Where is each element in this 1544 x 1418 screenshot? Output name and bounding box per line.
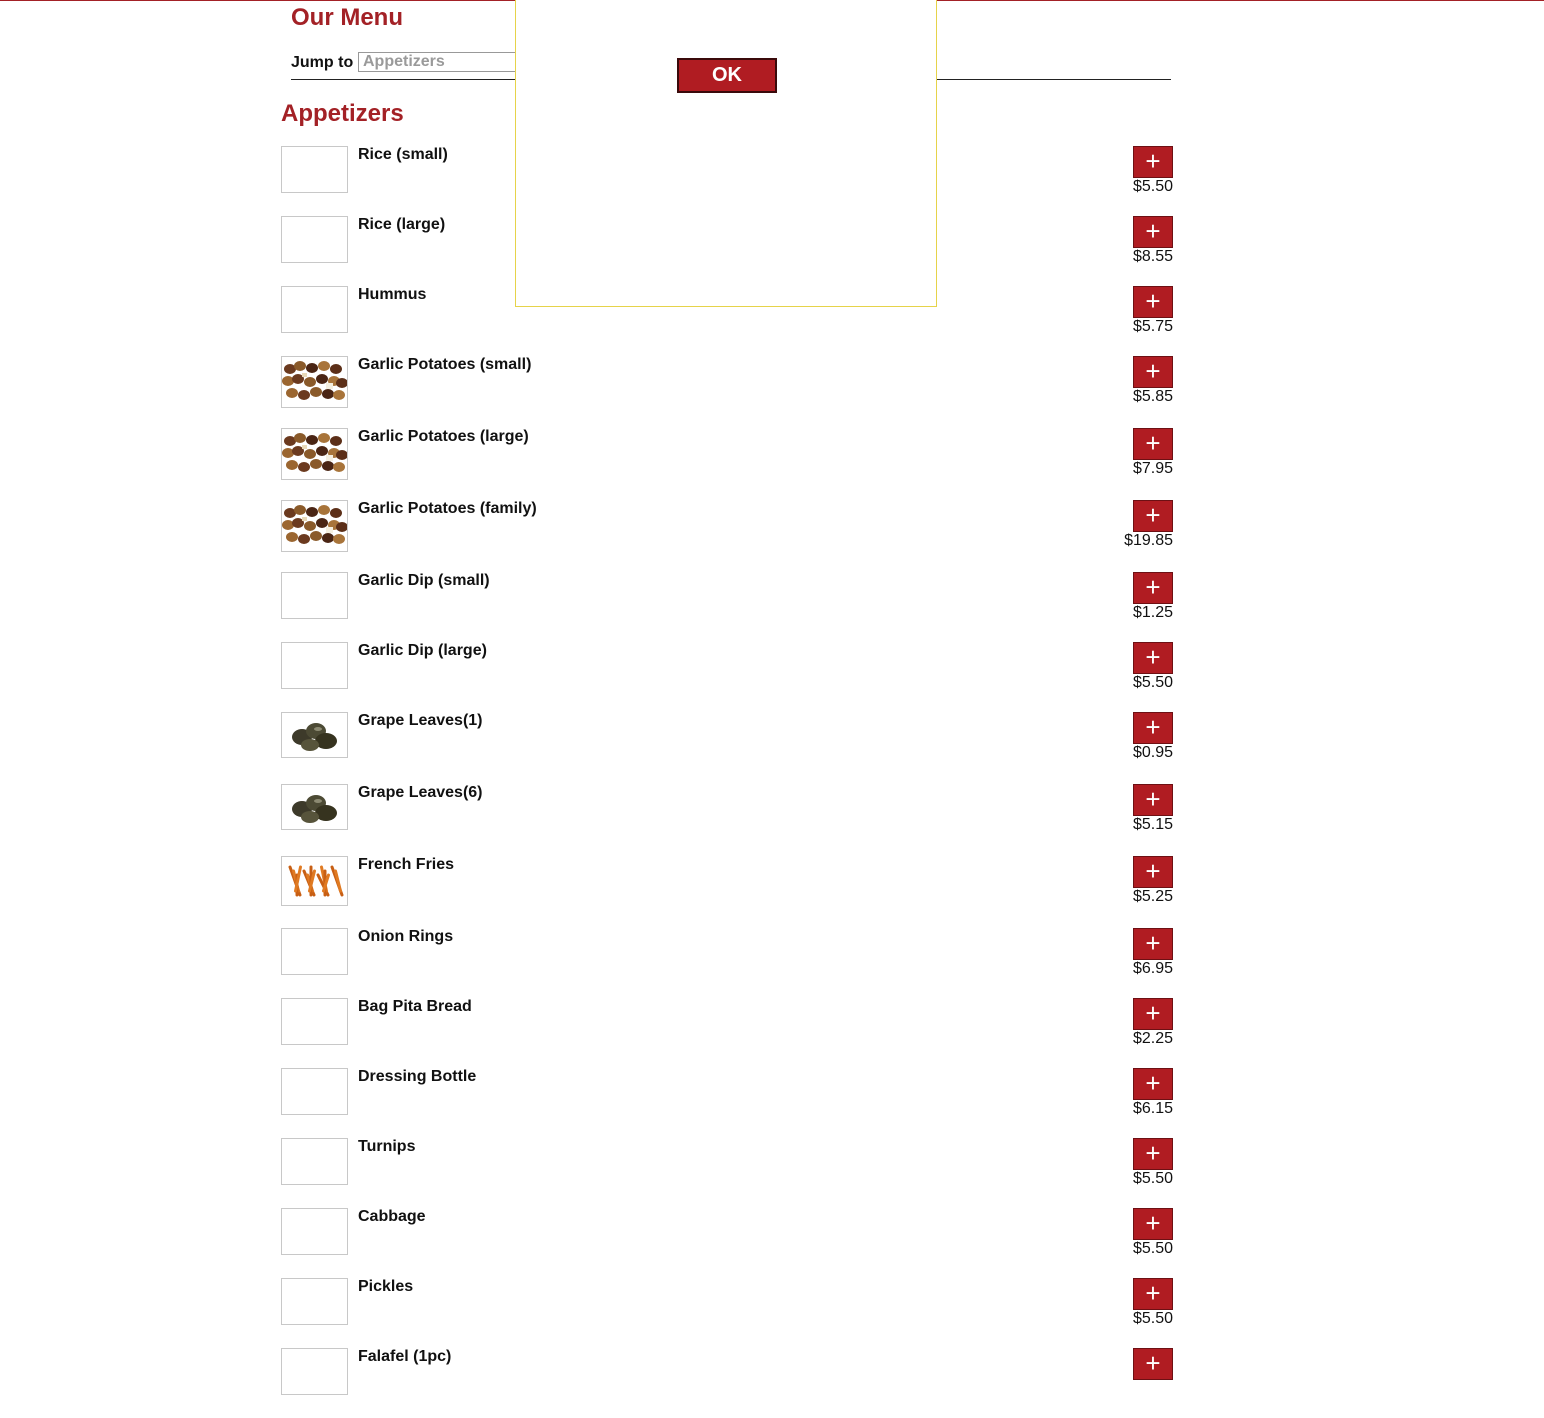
item-price: $19.85 [1124,532,1173,549]
item-price: $5.15 [1132,816,1173,833]
page-title: Our Menu [291,4,403,31]
menu-item [281,928,1173,998]
add-pickles-button[interactable]: + [1133,1278,1173,1310]
item-price: $0.95 [1132,744,1173,761]
item-price: $5.50 [1132,1310,1173,1327]
item-price: $2.25 [1132,1030,1173,1047]
item-price: $5.75 [1132,318,1173,335]
add-onion-rings-button[interactable]: + [1133,928,1173,960]
garlic-potatoes-photo[interactable] [281,428,348,480]
add-grape-leaves-6-button[interactable]: + [1133,784,1173,816]
menu-item [281,1138,1173,1208]
item-name: Rice (small) [358,146,448,163]
item-name: Garlic Potatoes (large) [358,428,529,445]
item-name: Turnips [358,1138,416,1155]
add-bag-pita-bread-button[interactable]: + [1133,998,1173,1030]
item-price: $1.25 [1132,604,1173,621]
grape-leaves-photo[interactable] [281,712,348,758]
add-hummus-button[interactable]: + [1133,286,1173,318]
add-cabbage-button[interactable]: + [1133,1208,1173,1240]
menu-item [281,784,1173,856]
add-garlic-dip-small-button[interactable]: + [1133,572,1173,604]
item-image-placeholder[interactable] [281,1138,348,1185]
garlic-potatoes-photo[interactable] [281,356,348,408]
jump-to-label: Jump to [291,54,354,71]
item-price: $8.55 [1132,248,1173,265]
menu-item [281,1068,1173,1138]
item-name: Garlic Potatoes (family) [358,500,537,517]
item-image-placeholder[interactable] [281,1348,348,1395]
item-image-placeholder[interactable] [281,928,348,975]
item-name: Hummus [358,286,427,303]
item-image-placeholder[interactable] [281,1208,348,1255]
add-turnips-button[interactable]: + [1133,1138,1173,1170]
item-price: $6.95 [1132,960,1173,977]
add-garlic-potatoes-large-button[interactable]: + [1133,428,1173,460]
item-price: $5.50 [1132,178,1173,195]
french-fries-photo[interactable] [281,856,348,906]
menu-item [281,356,1173,428]
item-name: French Fries [358,856,455,873]
add-dressing-bottle-button[interactable]: + [1133,1068,1173,1100]
add-rice-small-button[interactable]: + [1133,146,1173,178]
item-name: Cabbage [358,1208,426,1225]
menu-item [281,998,1173,1068]
item-image-placeholder[interactable] [281,146,348,193]
item-name: Pickles [358,1278,414,1295]
add-garlic-potatoes-small-button[interactable]: + [1133,356,1173,388]
item-image-placeholder[interactable] [281,572,348,619]
add-garlic-dip-large-button[interactable]: + [1133,642,1173,674]
menu-item [281,572,1173,642]
item-name: Grape Leaves(6) [358,784,483,801]
menu-item [281,642,1173,712]
item-image-placeholder[interactable] [281,998,348,1045]
menu-item-list [281,146,1173,1418]
item-name: Garlic Potatoes (small) [358,356,532,373]
grape-leaves-photo[interactable] [281,784,348,830]
item-name: Falafel (1pc) [358,1348,452,1365]
item-image-placeholder[interactable] [281,216,348,263]
item-name: Dressing Bottle [358,1068,477,1085]
item-name: Onion Rings [358,928,454,945]
menu-item [281,1208,1173,1278]
item-price: $5.25 [1132,888,1173,905]
item-name: Garlic Dip (small) [358,572,490,589]
item-price: $5.50 [1132,1240,1173,1257]
menu-item [281,1278,1173,1348]
item-price: $6.15 [1132,1100,1173,1117]
item-price: $7.95 [1132,460,1173,477]
item-image-placeholder[interactable] [281,642,348,689]
item-image-placeholder[interactable] [281,286,348,333]
add-french-fries-button[interactable]: + [1133,856,1173,888]
item-price: $5.50 [1132,674,1173,691]
category-select[interactable]: Appetizers [358,52,658,72]
menu-item [281,712,1173,784]
alert-dialog [515,0,937,307]
section-title-appetizers: Appetizers [281,100,404,127]
add-garlic-potatoes-family-button[interactable]: + [1133,500,1173,532]
item-image-placeholder[interactable] [281,1278,348,1325]
menu-item [281,856,1173,928]
item-name: Bag Pita Bread [358,998,472,1015]
ok-button[interactable]: OK [677,58,777,93]
menu-item [281,500,1173,572]
item-price: $5.85 [1132,388,1173,405]
item-name: Grape Leaves(1) [358,712,483,729]
item-price: $5.50 [1132,1170,1173,1187]
item-name: Garlic Dip (large) [358,642,487,659]
menu-item [281,428,1173,500]
item-name: Rice (large) [358,216,446,233]
garlic-potatoes-photo[interactable] [281,500,348,552]
add-rice-large-button[interactable]: + [1133,216,1173,248]
add-grape-leaves-1-button[interactable]: + [1133,712,1173,744]
item-image-placeholder[interactable] [281,1068,348,1115]
menu-item [281,1348,1173,1418]
add-falafel-1pc-button[interactable]: + [1133,1348,1173,1380]
